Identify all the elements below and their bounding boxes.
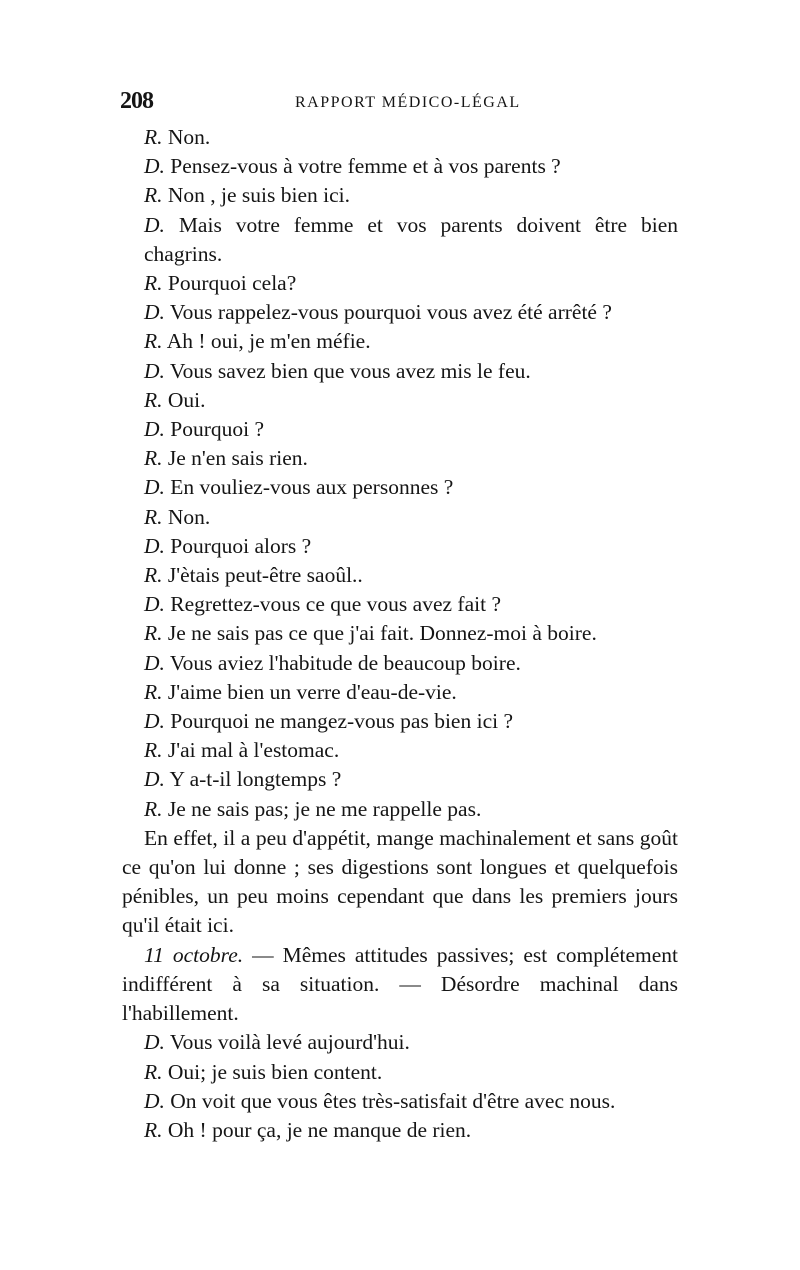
dialogue-text: Ah ! oui, je m'en méfie. bbox=[166, 329, 371, 354]
speaker-label: D. bbox=[144, 212, 165, 237]
dialogue-line bbox=[122, 211, 678, 269]
dialogue-text: Vous aviez l'habitude de beaucoup boire. bbox=[169, 650, 521, 675]
speaker-label: R. bbox=[144, 271, 163, 296]
dialogue-line bbox=[122, 152, 678, 181]
page-header bbox=[120, 88, 680, 124]
dialogue-line bbox=[122, 386, 678, 415]
dialogue-text: Vous savez bien que vous avez mis le feu. bbox=[169, 358, 531, 383]
dialogue-line bbox=[122, 619, 678, 648]
dialogue-line bbox=[122, 765, 678, 794]
speaker-label: D. bbox=[144, 1030, 165, 1055]
dialogue-block-1 bbox=[122, 123, 678, 824]
speaker-label: R. bbox=[144, 738, 163, 763]
speaker-label: D. bbox=[144, 709, 165, 734]
dialogue-line bbox=[122, 649, 678, 678]
dialogue-text: Pourquoi ? bbox=[170, 417, 265, 442]
dialogue-text: Non , je suis bien ici. bbox=[167, 183, 351, 208]
dialogue-line bbox=[122, 181, 678, 210]
dialogue-text: Oui; je suis bien content. bbox=[167, 1059, 383, 1084]
dialogue-text: Non. bbox=[167, 504, 211, 529]
dialogue-line bbox=[122, 473, 678, 502]
dialogue-text: Y a-t-il longtemps ? bbox=[169, 767, 342, 792]
dialogue-text: J'ètais peut-être saoûl.. bbox=[167, 563, 363, 588]
speaker-label: R. bbox=[144, 446, 163, 471]
dialogue-line bbox=[122, 415, 678, 444]
speaker-label: D. bbox=[144, 154, 165, 179]
speaker-label: R. bbox=[144, 125, 163, 149]
speaker-label: D. bbox=[144, 650, 165, 675]
dialogue-text: J'ai mal à l'estomac. bbox=[167, 738, 340, 763]
dialogue-text: Vous voilà levé aujourd'hui. bbox=[169, 1030, 410, 1055]
dialogue-line bbox=[122, 678, 678, 707]
dialogue-text: Oh ! pour ça, je ne manque de rien. bbox=[167, 1117, 472, 1142]
dialogue-block-2 bbox=[122, 1028, 678, 1145]
dialogue-line bbox=[122, 1116, 678, 1145]
dialogue-line bbox=[122, 795, 678, 824]
speaker-label: R. bbox=[144, 329, 163, 354]
speaker-label: R. bbox=[144, 621, 163, 646]
dialogue-line bbox=[122, 532, 678, 561]
dialogue-line bbox=[122, 269, 678, 298]
dialogue-text: Je ne sais pas; je ne me rappelle pas. bbox=[167, 796, 482, 821]
paragraph-october-11 bbox=[122, 941, 678, 1029]
entry-date: 11 octobre. bbox=[144, 942, 244, 967]
dialogue-line bbox=[122, 590, 678, 619]
speaker-label: R. bbox=[144, 1059, 163, 1084]
dialogue-line bbox=[122, 1087, 678, 1116]
dialogue-text: Pourquoi cela? bbox=[167, 271, 297, 296]
page-number: 208 bbox=[120, 88, 153, 114]
dialogue-line bbox=[122, 503, 678, 532]
speaker-label: R. bbox=[144, 563, 163, 588]
dialogue-line bbox=[122, 298, 678, 327]
dialogue-line bbox=[122, 444, 678, 473]
dialogue-line bbox=[122, 327, 678, 356]
speaker-label: R. bbox=[144, 183, 163, 208]
dialogue-text: J'aime bien un verre d'eau-de-vie. bbox=[167, 679, 457, 704]
page-body bbox=[122, 123, 678, 1145]
paragraph-appetite: En effet, il a peu d'appétit, mange machinalement et sans goût ce qu'on lui donne ; ses digestions sont longues et quelquefois pénibles, un peu moins cependant que dans les premiers jours qu'il était ici. bbox=[122, 825, 678, 938]
speaker-label: D. bbox=[144, 592, 165, 617]
dialogue-text: Pensez-vous à votre femme et à vos parents ? bbox=[170, 154, 561, 179]
dialogue-text: Vous rappelez-vous pourquoi vous avez été arrêté ? bbox=[169, 300, 612, 325]
dialogue-line bbox=[122, 736, 678, 765]
speaker-label: D. bbox=[144, 475, 165, 500]
speaker-label: R. bbox=[144, 796, 163, 821]
speaker-label: R. bbox=[144, 504, 163, 529]
dialogue-text: Pourquoi ne mangez-vous pas bien ici ? bbox=[170, 709, 514, 734]
speaker-label: R. bbox=[144, 387, 163, 412]
speaker-label: D. bbox=[144, 300, 165, 325]
dialogue-line bbox=[122, 561, 678, 590]
dialogue-text: On voit que vous êtes très-satisfait d'être avec nous. bbox=[170, 1088, 616, 1113]
dialogue-line bbox=[122, 357, 678, 386]
dialogue-line bbox=[122, 1058, 678, 1087]
speaker-label: D. bbox=[144, 1088, 165, 1113]
dialogue-text: Je ne sais pas ce que j'ai fait. Donnez-moi à boire. bbox=[167, 621, 597, 646]
dialogue-text: Je n'en sais rien. bbox=[167, 446, 308, 471]
dialogue-text: Regrettez-vous ce que vous avez fait ? bbox=[170, 592, 501, 617]
dialogue-text: Oui. bbox=[167, 387, 206, 412]
dialogue-text: En vouliez-vous aux personnes ? bbox=[170, 475, 454, 500]
dialogue-line bbox=[122, 1028, 678, 1057]
speaker-label: D. bbox=[144, 767, 165, 792]
speaker-label: R. bbox=[144, 679, 163, 704]
entry-text: — Mêmes attitudes passives; est complétement indifférent à sa situation. — Désordre machinal dans l'habillement. bbox=[122, 942, 678, 1026]
dialogue-line bbox=[122, 707, 678, 736]
speaker-label: D. bbox=[144, 417, 165, 442]
running-head: RAPPORT MÉDICO-LÉGAL bbox=[295, 94, 521, 111]
dialogue-text: Mais votre femme et vos parents doivent être bien chagrins. bbox=[144, 212, 679, 266]
speaker-label: R. bbox=[144, 1117, 163, 1142]
dialogue-text: Pourquoi alors ? bbox=[170, 533, 312, 558]
dialogue-line bbox=[122, 123, 678, 152]
dialogue-text: Non. bbox=[167, 125, 211, 149]
speaker-label: D. bbox=[144, 358, 165, 383]
speaker-label: D. bbox=[144, 533, 165, 558]
